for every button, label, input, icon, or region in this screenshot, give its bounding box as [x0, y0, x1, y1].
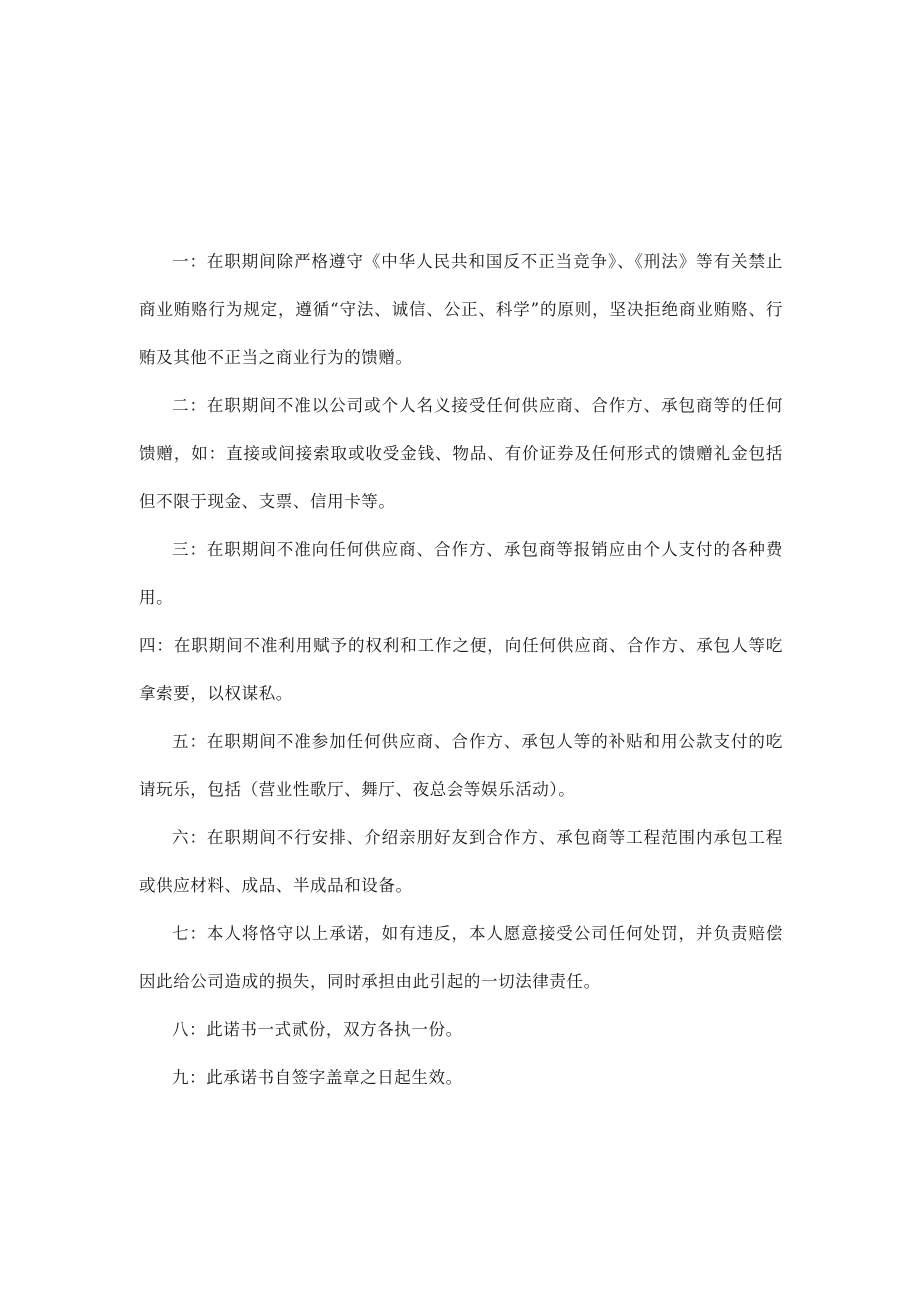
clause-4: 四：在职期间不准利用赋予的权利和工作之便，向任何供应商、合作方、承包人等吃拿索要，以权谋私。: [139, 636, 783, 703]
clause-9: 九：此承诺书自签字盖章之日起生效。: [172, 1068, 463, 1087]
clause-3: 三：在职期间不准向任何供应商、合作方、承包商等报销应由个人支付的各种费用。: [139, 540, 783, 607]
commitment-body: [139, 238, 783, 1102]
clause-6: 六：在职期间不行安排、介绍亲朋好友到合作方、承包商等工程范围内承包工程或供应材料、成品、半成品和设备。: [139, 828, 783, 895]
clause-7: 七：本人将恪守以上承诺，如有违反，本人愿意接受公司任何处罚，并负责赔偿因此给公司造成的损失，同时承担由此引起的一切法律责任。: [139, 924, 783, 991]
clause-8: 八：此诺书一式贰份，双方各执一份。: [172, 1020, 463, 1039]
clause-2: 二：在职期间不准以公司或个人名义接受任何供应商、合作方、承包商等的任何馈赠，如：直接或间接索取或收受金钱、物品、有价证券及任何形式的馈赠礼金包括但不限于现金、支票、信用卡等。: [139, 396, 783, 511]
clause-5: 五：在职期间不准参加任何供应商、合作方、承包人等的补贴和用公款支付的吃请玩乐，包括（营业性歌厅、舞厅、夜总会等娱乐活动）。: [139, 732, 783, 799]
clause-1: 一：在职期间除严格遵守《中华人民共和国反不正当竞争》、《刑法》等有关禁止商业贿赂行为规定，遵循“守法、诚信、公正、科学”的原则，坚决拒绝商业贿赂、行贿及其他不正当之商业行为的馈赠。: [139, 252, 783, 367]
